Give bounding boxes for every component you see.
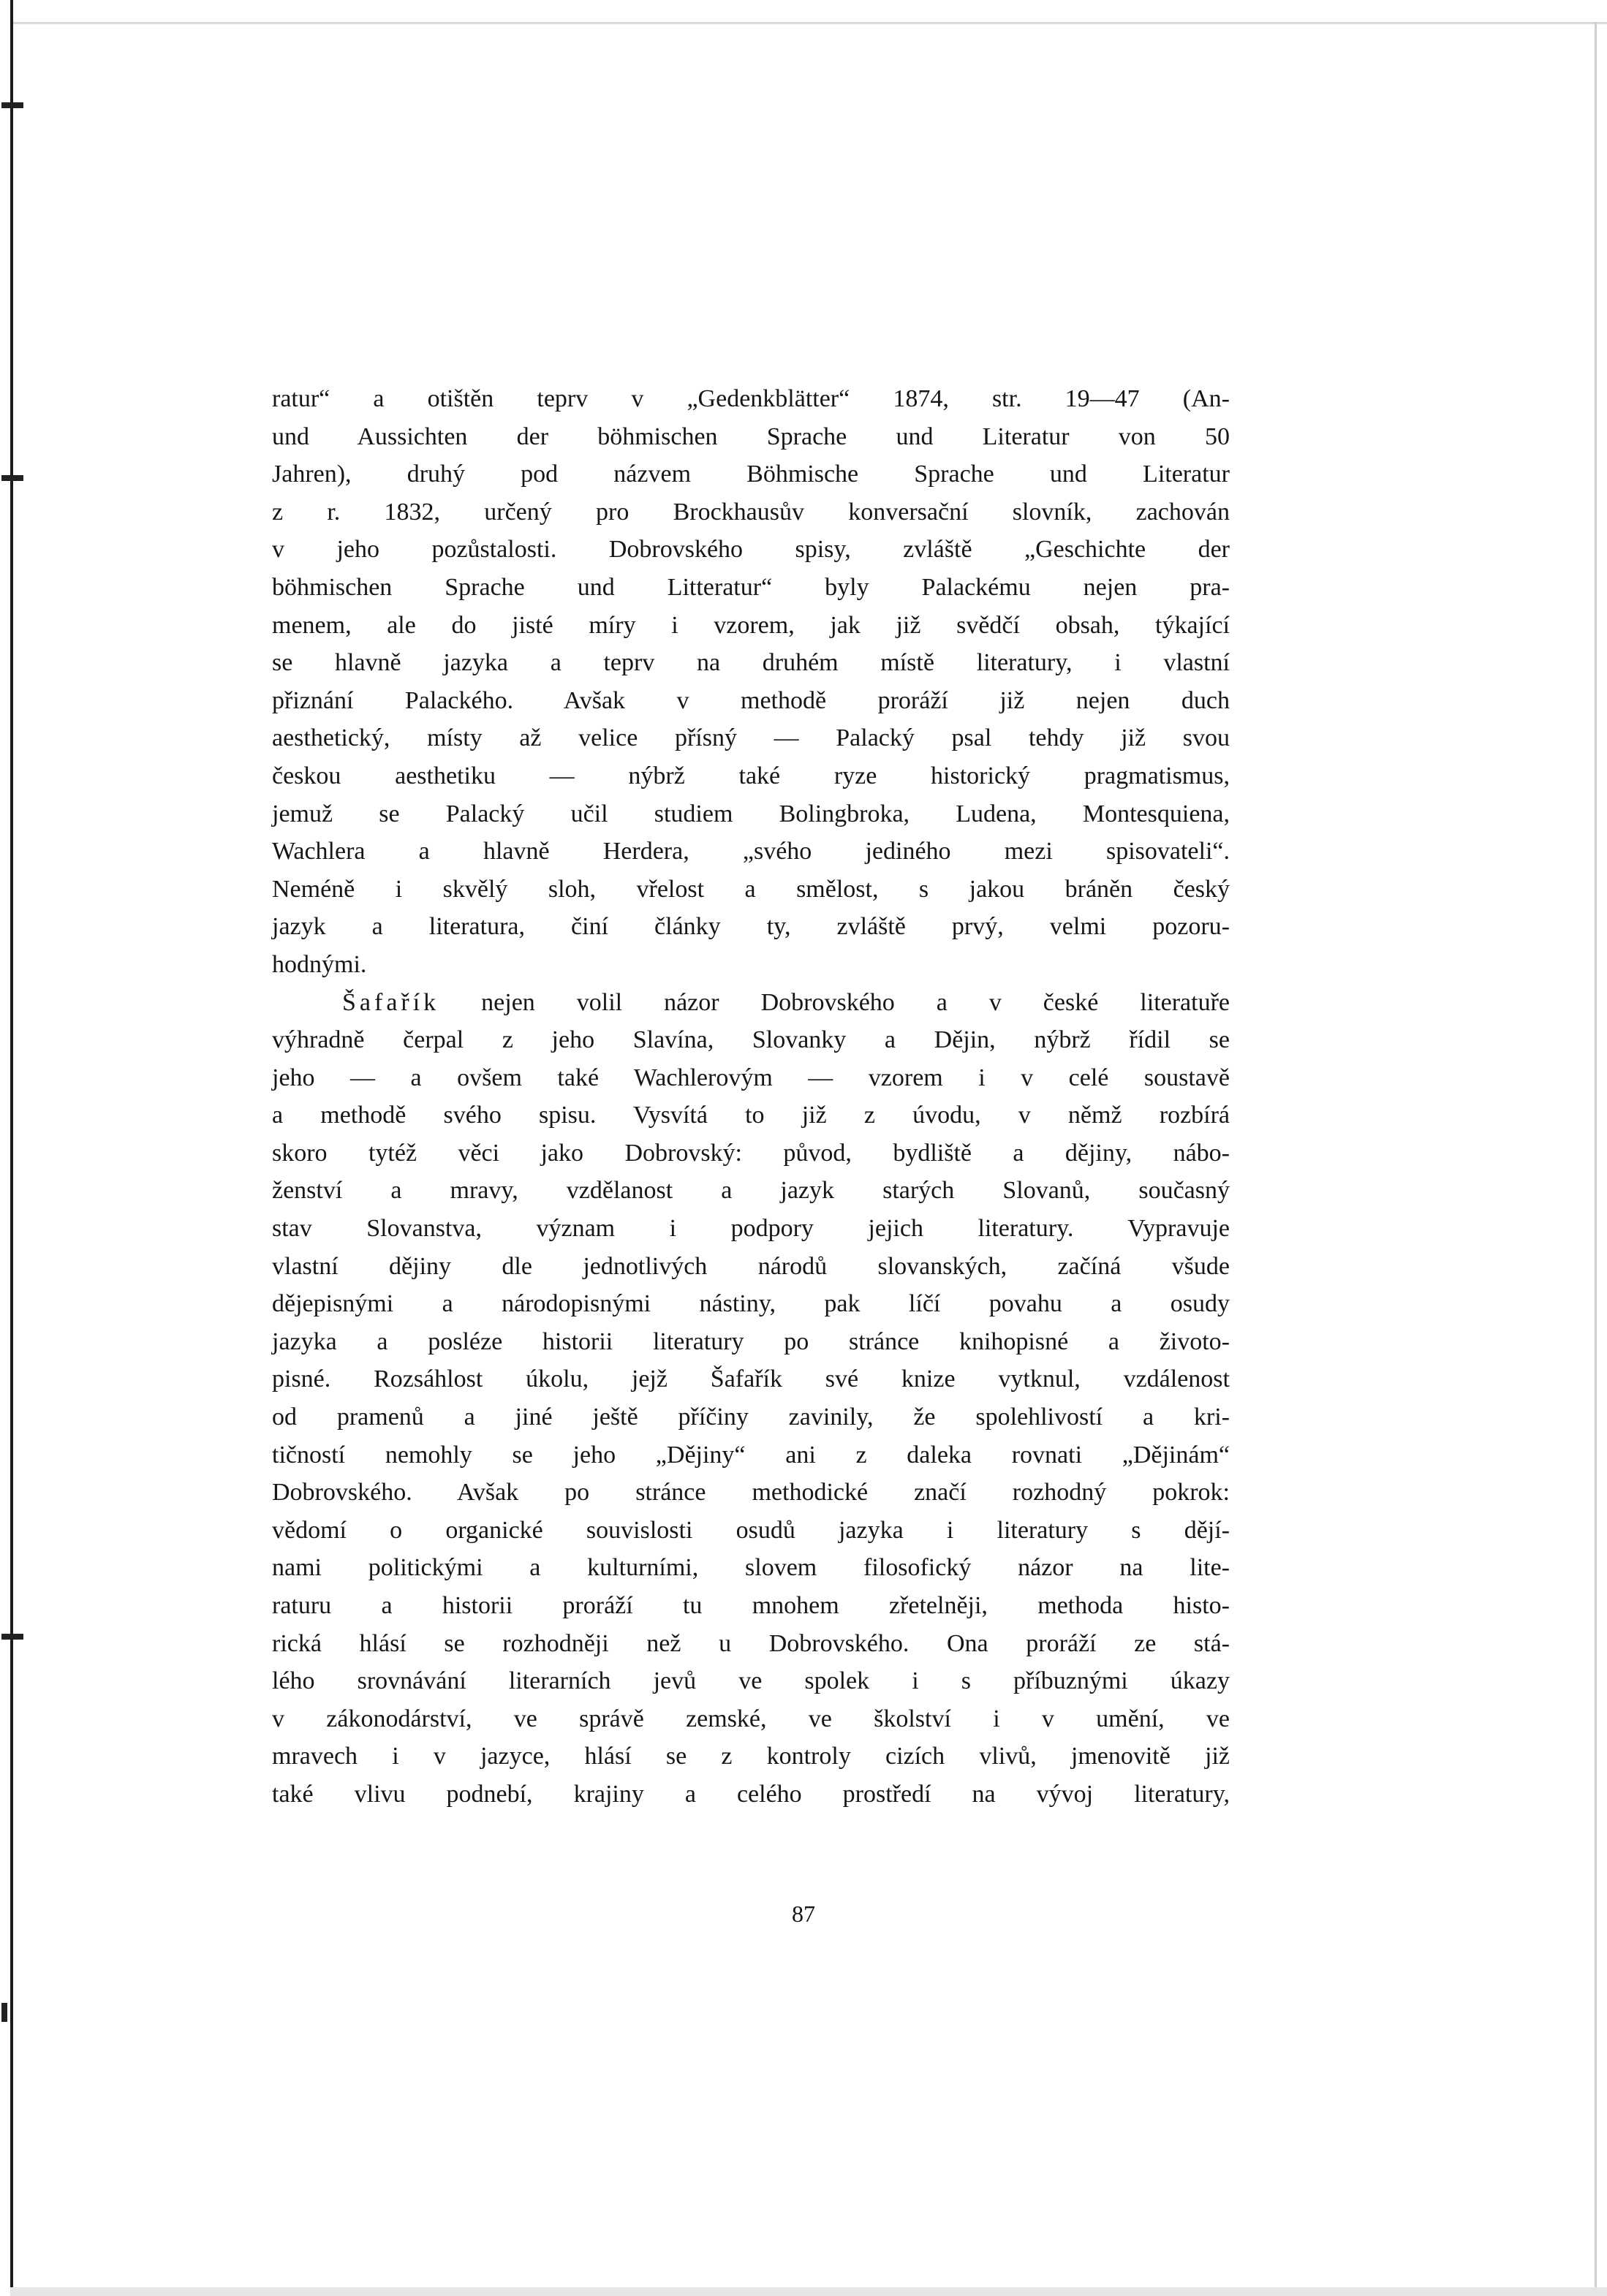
text-line: böhmischen Sprache und Litteratur“ byly Palackému nejen pra- xyxy=(272,573,1230,601)
body-text xyxy=(272,380,1230,1814)
text-line: od pramenů a jiné ještě příčiny zavinily, že spolehlivostí a kri- xyxy=(272,1403,1230,1431)
text-line: hodnými. xyxy=(272,950,367,978)
text-line: českou aesthetiku — nýbrž také ryze historický pragmatismus, xyxy=(272,762,1230,789)
text-line: stav Slovanstva, význam i podpory jejich literatury. Vypravuje xyxy=(272,1215,1230,1243)
text-line: vlastní dějiny dle jednotlivých národů slovanských, začíná všude xyxy=(272,1252,1230,1280)
binding-mark xyxy=(1,102,23,108)
text-line: aesthetický, místy až velice přísný — Palacký psal tehdy již svou xyxy=(272,724,1230,752)
text-line: jazyka a posléze historii literatury po stránce knihopisné a životo- xyxy=(272,1327,1230,1355)
text-line: skoro tytéž věci jako Dobrovský: původ, bydliště a dějiny, nábo- xyxy=(272,1139,1230,1167)
page-edge-right xyxy=(1595,22,1597,2296)
page-number: 87 xyxy=(792,1901,815,1927)
page-edge-bottom xyxy=(10,2287,1607,2296)
text-line: v jeho pozůstalosti. Dobrovského spisy, zvláště „Geschichte der xyxy=(272,536,1230,564)
text-line: mravech i v jazyce, hlásí se z kontroly cizích vlivů, jmenovitě již xyxy=(272,1743,1230,1770)
text-line: tičností nemohly se jeho „Dějiny“ ani z daleka rovnati „Dějinám“ xyxy=(272,1441,1230,1469)
text-line: ratur“ a otištěn teprv v „Gedenkblätter“ 1874, str. 19—47 (An- xyxy=(272,385,1230,412)
text-line: ženství a mravy, vzdělanost a jazyk starých Slovanů, současný xyxy=(272,1177,1230,1205)
text-line: Jahren), druhý pod názvem Böhmische Sprache und Literatur xyxy=(272,461,1230,488)
text-line: jeho — a ovšem také Wachlerovým — vzorem i v celé soustavě xyxy=(272,1064,1230,1091)
text-line: pisné. Rozsáhlost úkolu, jejž Šafařík své knize vytknul, vzdálenost xyxy=(272,1365,1230,1393)
paragraph-2 xyxy=(272,984,1230,1814)
text-line: a methodě svého spisu. Vysvítá to již z úvodu, v němž rozbírá xyxy=(272,1102,1230,1129)
text-line: nami politickými a kulturními, slovem filosofický názor na lite- xyxy=(272,1554,1230,1582)
text-line: lého srovnávání literarních jevů ve spolek i s příbuznými úkazy xyxy=(272,1667,1230,1695)
page-edge-top xyxy=(10,22,1607,24)
text-line: jazyk a literatura, činí články ty, zvláště prvý, velmi pozoru- xyxy=(272,913,1230,941)
text-line: Dobrovského. Avšak po stránce methodické značí rozhodný pokrok: xyxy=(272,1479,1230,1507)
text-line: v zákonodárství, ve správě zemské, ve školství i v umění, ve xyxy=(272,1705,1230,1732)
text-line: und Aussichten der böhmischen Sprache und Literatur von 50 xyxy=(272,423,1230,450)
text-line: z r. 1832, určený pro Brockhausův konversační slovník, zachován xyxy=(272,498,1230,526)
text-line: vědomí o organické souvislosti osudů jazyka i literatury s dějí- xyxy=(272,1516,1230,1544)
text-line: rická hlásí se rozhodněji než u Dobrovského. Ona proráží ze stá- xyxy=(272,1629,1230,1657)
text-line: raturu a historii proráží tu mnohem zřetelněji, methoda histo- xyxy=(272,1592,1230,1619)
text-line: také vlivu podnebí, krajiny a celého prostředí na vývoj literatury, xyxy=(272,1780,1230,1808)
text-line: dějepisnými a národopisnými nástiny, pak líčí povahu a osudy xyxy=(272,1290,1230,1318)
paragraph-1 xyxy=(272,380,1230,984)
binding-edge xyxy=(10,0,13,2296)
text-line: jemuž se Palacký učil studiem Bolingbroka, Ludena, Montesquiena, xyxy=(272,800,1230,827)
text-line: přiznání Palackého. Avšak v methodě proráží již nejen duch xyxy=(272,686,1230,714)
text-line: Neméně i skvělý sloh, vřelost a smělost, s jakou bráněn český xyxy=(272,875,1230,903)
text-line: výhradně čerpal z jeho Slavína, Slovanky a Dějin, nýbrž řídil se xyxy=(272,1026,1230,1054)
binding-mark xyxy=(1,2003,7,2022)
author-name: Šafařík xyxy=(342,988,440,1016)
text-line: se hlavně jazyka a teprv na druhém místě literatury, i vlastní xyxy=(272,649,1230,677)
text-line: menem, ale do jisté míry i vzorem, jak již svědčí obsah, týkající xyxy=(272,611,1230,639)
binding-mark xyxy=(1,1634,23,1640)
text-line: Wachlera a hlavně Herdera, „svého jediného mezi spisovateli“. xyxy=(272,838,1230,865)
text-line xyxy=(272,984,1230,1022)
binding-mark xyxy=(1,475,23,481)
text-line-rest: nejen volil názor Dobrovského a v české literatuře xyxy=(439,988,1230,1016)
